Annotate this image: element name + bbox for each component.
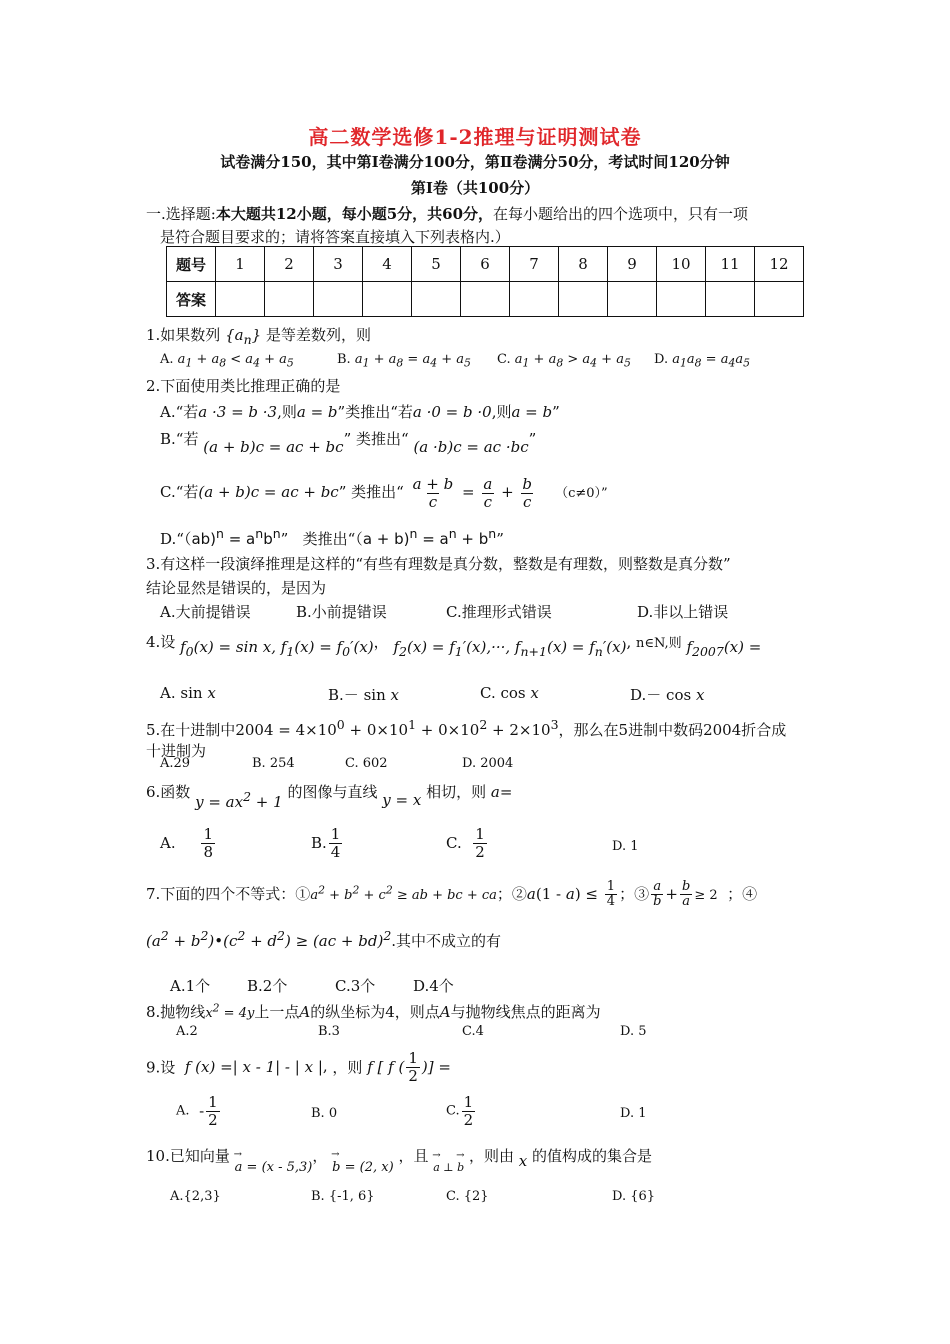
q3-option-a[interactable]: A.大前提错误 — [160, 603, 251, 621]
q3-option-d[interactable]: D.非以上错误 — [637, 603, 729, 621]
q6-a-label: A. — [160, 834, 176, 852]
q4-d-fn: cos — [666, 686, 692, 704]
q5-option-c[interactable]: C. 602 — [345, 756, 388, 771]
question-number: 6 — [461, 247, 510, 282]
question-number: 2 — [265, 247, 314, 282]
question-number: 12 — [755, 247, 804, 282]
section-rule: 本大题共12小题，每小题5分，共60分， — [215, 205, 494, 223]
question-8-stem: 8.抛物线$x^2 = 4y$上一点A的纵坐标为4，则点A与抛物线焦点的距离为 — [146, 1001, 601, 1021]
q8-option-a[interactable]: A.2 — [176, 1024, 198, 1039]
answer-cell[interactable] — [265, 282, 314, 317]
q2-option-b[interactable]: B.“若 (a + b)c = ac + bc” 类推出“ (a ·b)c = ac ·bc” — [160, 430, 537, 456]
row-label-answer: 答案 — [167, 282, 216, 317]
q2-b-mid: 类推出“ — [356, 430, 409, 448]
q2-c-prefix: C.“若 — [160, 483, 199, 501]
q2-a-prefix: A.“若 — [160, 403, 199, 421]
answer-cell[interactable] — [216, 282, 265, 317]
question-5-stem3: 十进制为 — [146, 742, 207, 760]
q9-option-a[interactable]: A. - $\frac{1}{2}$ — [176, 1093, 218, 1129]
q6-b-label: B. — [311, 834, 327, 852]
table-row — [167, 282, 804, 317]
q4-c-label: C. — [480, 684, 496, 702]
q3-option-c[interactable]: C.推理形式错误 — [446, 603, 552, 621]
q1-option-d-label: D. — [654, 352, 669, 367]
question-6-stem: 6.函数 $y = ax^2 + 1$ 的图像与直线 y = x 相切，则 a= — [146, 783, 513, 811]
answer-cell[interactable] — [559, 282, 608, 317]
question-5-stem: 5.在十进制中$2004 = 4\times 10^0 + 0\times 10^1 + 0\times 10^2 + 2\times 10^3$，那么在5进制中数码2004折合成 — [146, 717, 787, 739]
q8-option-c[interactable]: C.4 — [462, 1024, 484, 1039]
q7-option-b[interactable]: B.2个 — [247, 977, 288, 995]
q4-option-c[interactable]: C. cos x — [480, 684, 539, 702]
q4-option-b[interactable]: B.－ sin x — [328, 686, 399, 704]
q1-option-b[interactable]: B. $a_1 + a_8 = a_4 + a_5$ — [337, 352, 471, 370]
q9-option-d[interactable]: D. 1 — [620, 1106, 647, 1121]
q10-text2: ，且 — [398, 1147, 429, 1165]
question-number: 1 — [216, 247, 265, 282]
row-label-number: 题号 — [167, 247, 216, 282]
q8-option-d[interactable]: D. 5 — [620, 1024, 647, 1039]
section-intro-line2: 是符合题目要求的；请将答案直接填入下列表格内.） — [160, 228, 510, 246]
question-number: 9 — [608, 247, 657, 282]
q4-option-d[interactable]: D.－ cos x — [630, 686, 705, 704]
section-intro-line1 — [146, 203, 748, 224]
q4-condition: n∈N,则 — [635, 636, 682, 651]
q4-a-fn: sin — [180, 684, 203, 702]
answer-cell[interactable] — [755, 282, 804, 317]
q4-d-label: D.－ — [630, 686, 662, 704]
q3-option-b[interactable]: B.小前提错误 — [296, 603, 387, 621]
q9-text2: ，则 — [332, 1058, 363, 1077]
q6-text: 6.函数 — [146, 783, 191, 801]
answer-cell[interactable] — [657, 282, 706, 317]
page-title: 高二数学选修1-2推理与证明测试卷 — [308, 125, 642, 149]
q1-option-b-label: B. — [337, 352, 351, 367]
answer-cell[interactable] — [363, 282, 412, 317]
q5-text: 5.在十进制中 — [146, 721, 236, 739]
q1-sequence: $\{a_n\}$ — [225, 326, 262, 347]
table-row — [167, 247, 804, 282]
q8-text2: 上一点 — [254, 1003, 300, 1021]
q2-b-prefix: B.“若 — [160, 430, 199, 448]
q2-option-d[interactable]: D.“（ab)$^n$ = $a^nb^n$” 类推出“$(a + b)^n = a^n + b^n$” — [160, 526, 504, 548]
q6-c-label: C. — [446, 834, 462, 852]
answer-cell[interactable] — [706, 282, 755, 317]
question-number: 11 — [706, 247, 755, 282]
q5-text2: ，那么在5进制中数码2004折合成 — [558, 721, 787, 739]
question-number: 8 — [559, 247, 608, 282]
question-2-stem: 2.下面使用类比推理正确的是 — [146, 377, 341, 395]
q7-option-c[interactable]: C.3个 — [335, 977, 376, 995]
q1-option-d[interactable]: D. $a_1a_8 = a_4a_5$ — [654, 352, 751, 370]
q1-option-a-label: A. — [160, 352, 174, 367]
q4-option-a[interactable]: A. sin x — [160, 684, 216, 702]
q6-text2: 的图像与直线 — [287, 783, 378, 801]
answer-cell[interactable] — [608, 282, 657, 317]
question-9-stem: 9.设 f (x) =| x - 1| - | x |, ，则 f [ f ( $\frac{1}{2}$ )] = — [146, 1049, 451, 1085]
q4-a-label: A. — [160, 684, 176, 702]
q10-option-a[interactable]: A.{2,3} — [170, 1189, 221, 1204]
q2-d-mid: 类推出“（ — [302, 530, 363, 548]
q7-option-d[interactable]: D.4个 — [413, 977, 454, 995]
q1-text2: 是等差数列，则 — [265, 326, 371, 344]
q1-option-c[interactable]: C. $a_1 + a_8 > a_4 + a_5$ — [497, 352, 631, 370]
exam-info: 试卷满分150，其中第Ⅰ卷满分100分，第Ⅱ卷满分50分，考试时间120分钟 — [220, 153, 730, 171]
question-3-stem: 3.有这样一段演绎推理是这样的“有些有理数是真分数，整数是有理数，则整数是真分数” — [146, 555, 731, 573]
q10-text3: ，则由 — [468, 1147, 514, 1165]
q8-option-b[interactable]: B.3 — [318, 1024, 340, 1039]
q2-c-condition: （c≠0）” — [555, 486, 608, 501]
answer-table — [166, 246, 804, 317]
section-instruction: 在每小题给出的四个选项中，只有一项 — [493, 205, 749, 223]
question-1-stem — [146, 324, 371, 347]
question-10-stem: 10.已知向量 → a = (x - 5,3)， → b = (2, x) ，且 → $_{a \perp \to b}$ ，则由 x 的值构成的集合是 — [146, 1145, 652, 1166]
question-3-stem2: 结论显然是错误的，是因为 — [146, 579, 327, 597]
q6-option-c[interactable]: C. $\frac{1}{2}$ — [446, 825, 485, 861]
q2-d-prefix: D.“（ — [160, 530, 192, 548]
q7-text3: ；③ — [619, 884, 650, 903]
question-4-stem: 4.设 $f_0(x) = \sin x$, $f_1(x) = f_0'(x)$， $f_2(x) = f_1'(x),\cdot\cdot\cdot$, $f_{n+1}(x) = f_n'(x)$, n∈N,则 $f_{2007}(x)$ = — [146, 633, 762, 659]
q7-text4: ；④ — [727, 884, 758, 903]
question-number: 10 — [657, 247, 706, 282]
q4-b-fn: sin — [363, 686, 386, 704]
q2-option-a[interactable]: A.“若a ·3 = b ·3,则a = b”类推出“若a ·0 = b ·0,则a = b” — [160, 403, 560, 421]
q10-text: 10.已知向量 — [146, 1147, 230, 1165]
q9-option-b[interactable]: B. 0 — [311, 1106, 338, 1121]
q2-a-mid: 类推出“若 — [345, 403, 413, 421]
question-number: 4 — [363, 247, 412, 282]
q10-option-c[interactable]: C. {2} — [446, 1189, 489, 1204]
question-number: 5 — [412, 247, 461, 282]
answer-cell[interactable] — [314, 282, 363, 317]
q1-option-a[interactable]: A. $a_1 + a_8 < a_4 + a_5$ — [160, 352, 294, 370]
q6-text3: 相切，则 — [426, 783, 487, 801]
q5-option-b[interactable]: B. 254 — [252, 756, 295, 771]
q6-option-d[interactable]: D. 1 — [612, 839, 639, 854]
q7-text: 7.下面的四个不等式：① — [146, 884, 311, 903]
q10-option-b[interactable]: B. {-1, 6} — [311, 1189, 375, 1204]
q4-b-label: B.－ — [328, 686, 359, 704]
q8-text3: 的纵坐标为4，则点 — [310, 1003, 440, 1021]
q8-text: 8.抛物线 — [146, 1003, 206, 1021]
q7-option-a[interactable]: A.1个 — [170, 977, 211, 995]
q4-text: 4.设 — [146, 633, 176, 651]
q4-c-fn: cos — [500, 684, 526, 702]
answer-cell[interactable] — [510, 282, 559, 317]
q9-text: 9.设 — [146, 1058, 176, 1077]
q10-option-d[interactable]: D. {6} — [612, 1189, 656, 1204]
question-number: 3 — [314, 247, 363, 282]
q2-option-c[interactable]: C.“若(a + b)c = ac + bc” 类推出“ $\frac{a + b}{c}$ = $\frac{a}{c}$ + $\frac{b}{c}$ （c≠0）” — [160, 475, 608, 511]
q9-a-label: A. — [176, 1103, 190, 1119]
q6-option-a[interactable]: A. $\frac{1}{8}$ — [160, 825, 213, 861]
q9-c-label: C. — [446, 1103, 460, 1119]
question-7-stem2: ($a^2$ + $b^2)•(c^2 + d^2) \ge (ac + bd)^2$.其中不成立的有 — [146, 928, 502, 950]
question-number: 7 — [510, 247, 559, 282]
q9-option-c[interactable]: C. $\frac{1}{2}$ — [446, 1093, 474, 1129]
answer-cell[interactable] — [461, 282, 510, 317]
section-label: 一.选择题: — [146, 205, 216, 223]
q6-option-b[interactable]: B. $\frac{1}{4}$ — [311, 825, 341, 861]
q5-option-d[interactable]: D. 2004 — [462, 756, 514, 771]
q10-text4: 的值构成的集合是 — [532, 1147, 653, 1165]
question-7-stem: 7.下面的四个不等式：$①a^2 + b^2 + c^2$ ≥ ab + bc + ca；②a(1 - a) ≤ $\frac{1}{4}$ ；③ $\frac{a}{b}$ + $\frac{b}{a}$ ≥ 2 ；④ — [146, 879, 758, 910]
q5-option-a[interactable]: A.29 — [160, 756, 191, 771]
answer-cell[interactable] — [412, 282, 461, 317]
q8-text4: 与抛物线焦点的距离为 — [450, 1003, 601, 1021]
q7-tail: .其中不成立的有 — [391, 932, 502, 950]
part-heading: 第Ⅰ卷（共100分） — [410, 179, 540, 197]
q2-c-mid: 类推出“ — [351, 483, 404, 501]
q7-text2: ；② — [496, 884, 527, 903]
q1-text: 1.如果数列 — [146, 326, 221, 344]
q1-option-c-label: C. — [497, 352, 511, 367]
